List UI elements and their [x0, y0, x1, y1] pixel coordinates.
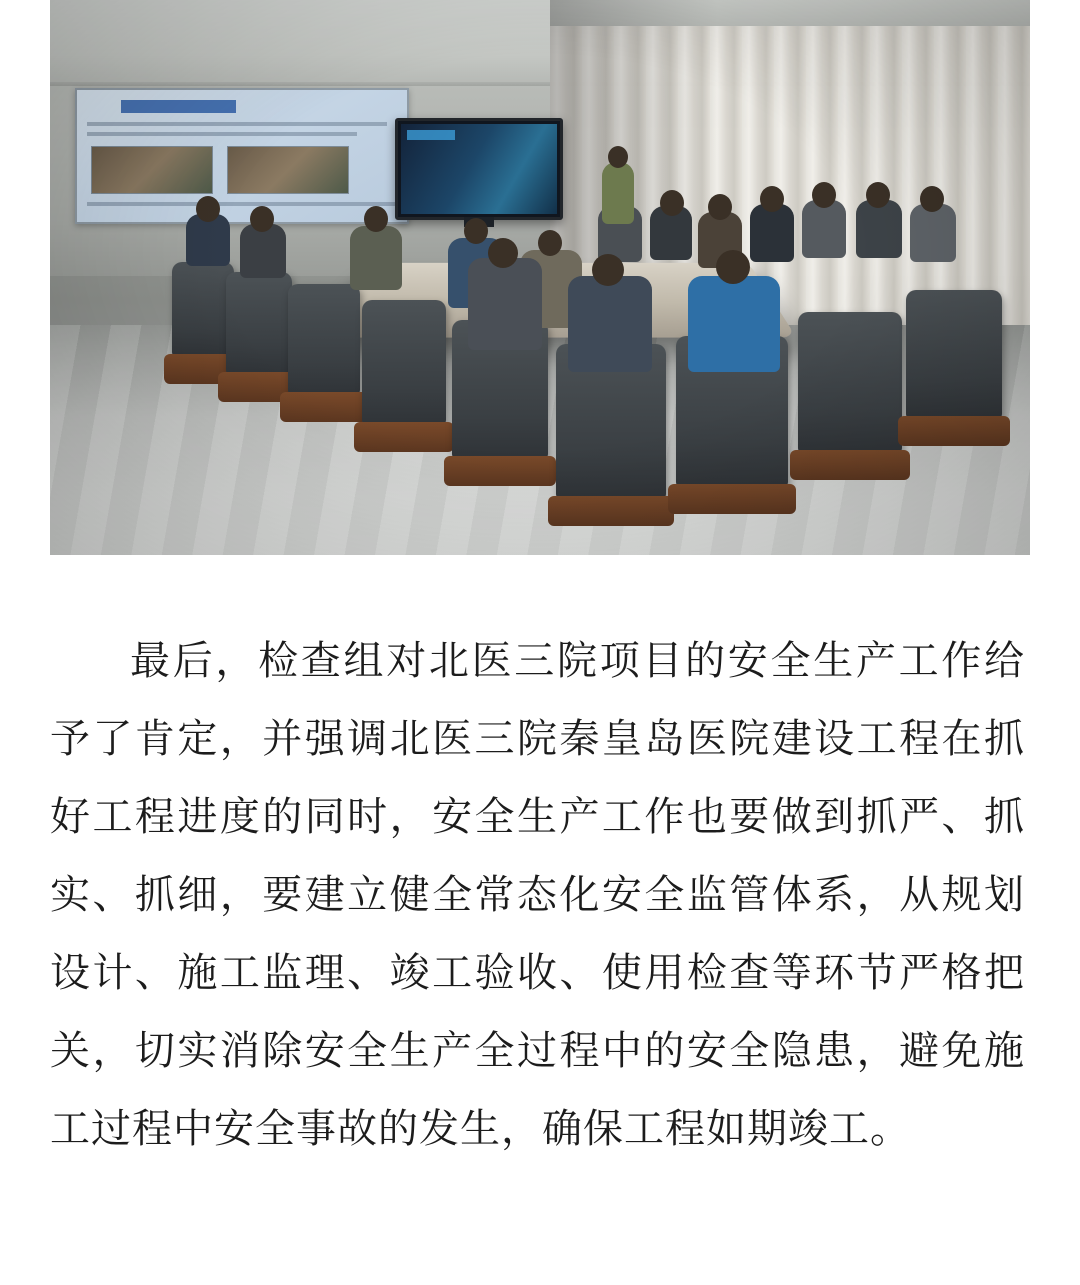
- photo-canvas: [50, 0, 1030, 555]
- article-paragraph: 最后，检查组对北医三院项目的安全生产工作给予了肯定，并强调北医三院秦皇岛医院建设工程在抓好工程进度的同时，安全生产工作也要做到抓严、抓实、抓细，要建立健全常态化安全监管体系，从规划设计、施工监理、竣工验收、使用检查等环节严格把关，切实消除安全生产全过程中的安全隐患，避免施工过程中安全事故的发生，确保工程如期竣工。: [50, 639, 1025, 1151]
- article-body: [50, 622, 1025, 1168]
- photo-vignette: [50, 0, 1030, 555]
- meeting-photo: [50, 0, 1030, 555]
